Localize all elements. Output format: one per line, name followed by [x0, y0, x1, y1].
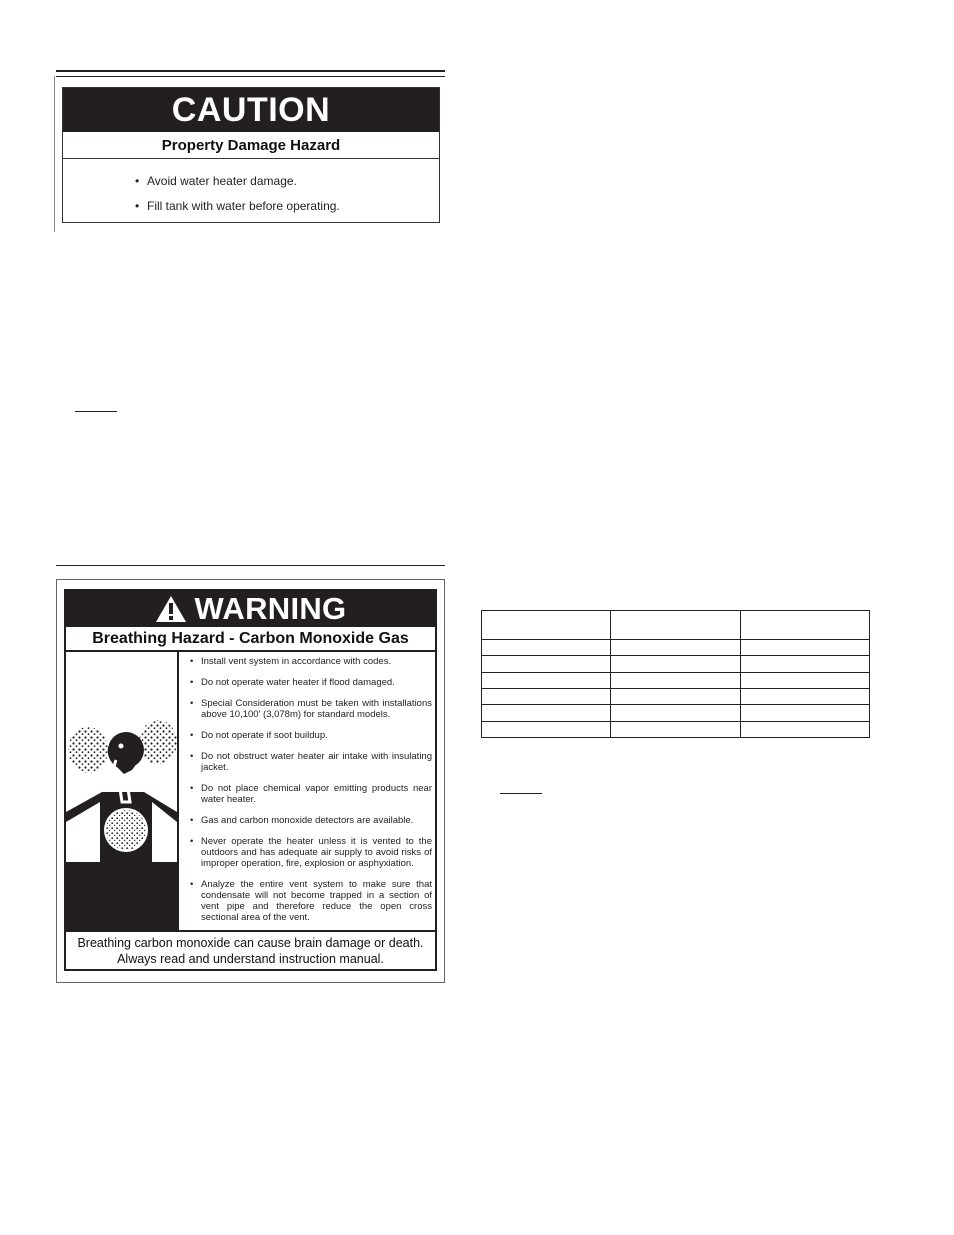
- warning-subtitle: Breathing Hazard - Carbon Monoxide Gas: [66, 627, 435, 652]
- table-cell: [740, 672, 869, 688]
- table-cell: [482, 721, 611, 737]
- table-cell: [611, 721, 740, 737]
- warning-item: • Do not operate water heater if flood damaged.: [190, 677, 432, 688]
- warning-label: [64, 589, 437, 971]
- note-underline-right: [500, 793, 542, 794]
- table-cell: [482, 672, 611, 688]
- table-cell: [611, 672, 740, 688]
- table-cell: [482, 688, 611, 704]
- table-cell: [740, 656, 869, 672]
- table-cell: [611, 656, 740, 672]
- warning-item: • Analyze the entire vent system to make sure that condensate will not become trapped in a section of vent pipe and therefore reduce the open cross sectional area of the vent.: [190, 879, 432, 923]
- section-rule-top: [56, 70, 445, 72]
- table-cell: [740, 640, 869, 656]
- table-cell: [740, 705, 869, 721]
- table-cell: [482, 656, 611, 672]
- warning-item: • Gas and carbon monoxide detectors are available.: [190, 815, 432, 826]
- note-underline: [75, 411, 117, 412]
- table-row: [482, 640, 870, 656]
- section-rule-top-thin: [56, 76, 445, 77]
- section-rule-left: [54, 76, 55, 232]
- data-table: [481, 610, 870, 738]
- table-row: [482, 721, 870, 737]
- table-cell: [740, 688, 869, 704]
- table-cell: [740, 721, 869, 737]
- warning-item: • Do not obstruct water heater air intake with insulating jacket.: [190, 751, 432, 773]
- table-row: [482, 656, 870, 672]
- table-row: [482, 672, 870, 688]
- table-row: [482, 705, 870, 721]
- caution-subtitle: Property Damage Hazard: [63, 132, 439, 159]
- table-cell: [482, 705, 611, 721]
- person-breathing-gas-icon: [66, 652, 179, 930]
- caution-item: • Fill tank with water before operating.: [135, 194, 439, 219]
- table-cell: [482, 611, 611, 640]
- warning-triangle-icon: [155, 595, 187, 623]
- warning-title: WARNING: [194, 591, 347, 626]
- warning-item: • Special Consideration must be taken with installations above 10,100' (3,078m) for standard models.: [190, 698, 432, 720]
- caution-label: [62, 87, 440, 223]
- warning-item: • Never operate the heater unless it is vented to the outdoors and has adequate air supply to avoid risks of improper operation, fire, explosion or asphyxiation.: [190, 836, 432, 869]
- table-cell: [611, 688, 740, 704]
- caution-title: CAUTION: [63, 88, 439, 132]
- caution-item: • Avoid water heater damage.: [135, 169, 439, 194]
- caution-list: [63, 159, 439, 219]
- warning-item: • Install vent system in accordance with codes.: [190, 656, 432, 667]
- warning-header: [66, 591, 435, 627]
- warning-footer-line: Breathing carbon monoxide can cause brain damage or death.: [77, 936, 424, 950]
- table-header-row: [482, 611, 870, 640]
- warning-list: [190, 656, 432, 923]
- section-rule-mid: [56, 565, 445, 566]
- table-cell: [611, 705, 740, 721]
- table-cell: [482, 640, 611, 656]
- warning-footer-line: Always read and understand instruction manual.: [117, 952, 384, 966]
- warning-body: [66, 652, 435, 932]
- warning-item: • Do not place chemical vapor emitting products near water heater.: [190, 783, 432, 805]
- warning-footer: [66, 932, 435, 967]
- table-cell: [611, 611, 740, 640]
- warning-item: • Do not operate if soot buildup.: [190, 730, 432, 741]
- table-row: [482, 688, 870, 704]
- table-cell: [740, 611, 869, 640]
- table-cell: [611, 640, 740, 656]
